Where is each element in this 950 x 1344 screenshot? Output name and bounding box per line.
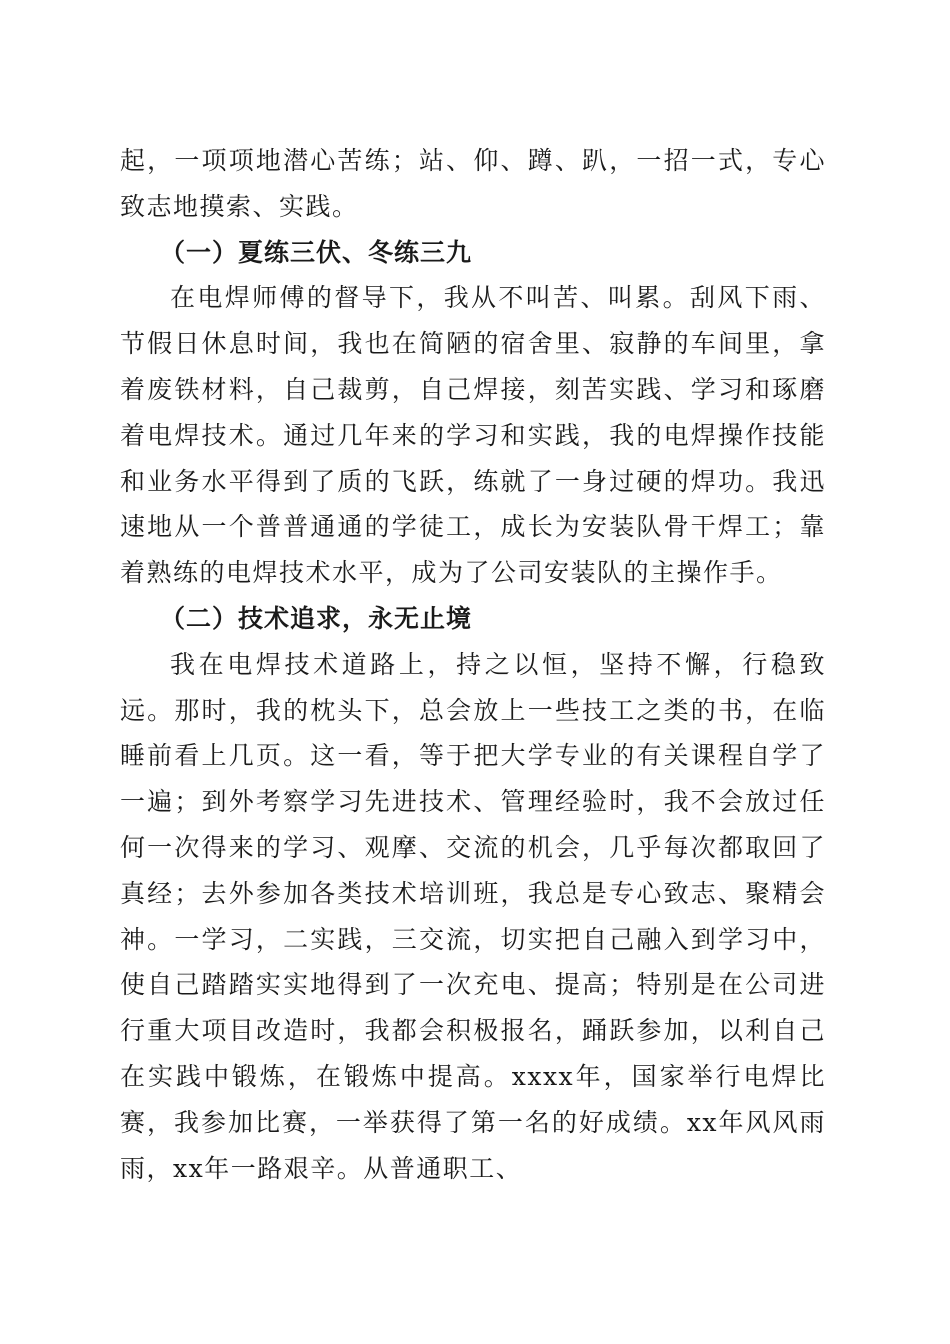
paragraph-continuation: 起，一项项地潜心苦练；站、仰、蹲、趴，一招一式，专心致志地摸索、实践。 — [120, 146, 826, 221]
paragraph-summer-winter-training: 在电焊师傅的督导下，我从不叫苦、叫累。刮风下雨、节假日休息时间，我也在简陋的宿舍里、寂静的车间里，拿着废铁材料，自己裁剪，自己焊接，刻苦实践、学习和琢磨着电焊技术。通过几年来的学习和实践，我的电焊操作技能和业务水平得到了质的飞跃，练就了一身过硬的焊功。我迅速地从一个普普通通的学徒工，成长为安装队骨干焊工；靠着熟练的电焊技术水平，成为了公司安装队的主操作手。 — [120, 283, 826, 588]
section-heading-1: （一）夏练三伏、冬练三九 — [160, 237, 473, 267]
document-body — [120, 138, 826, 1191]
paragraph-technical-pursuit: 我在电焊技术道路上，持之以恒，坚持不懈，行稳致远。那时，我的枕头下，总会放上一些技工之类的书，在临睡前看上几页。这一看，等于把大学专业的有关课程自学了一遍；到外考察学习先进技术、管理经验时，我不会放过任何一次得来的学习、观摩、交流的机会，几乎每次都取回了真经；去外参加各类技术培训班，我总是专心致志、聚精会神。一学习，二实践，三交流，切实把自己融入到学习中，使自己踏踏实实地得到了一次充电、提高；特别是在公司进行重大项目改造时，我都会积极报名，踊跃参加，以利自己在实践中锻炼，在锻炼中提高。xxxx年，国家举行电焊比赛，我参加比赛，一举获得了第一名的好成绩。xx年风风雨雨，xx年一路艰辛。从普通职工、 — [120, 649, 826, 1183]
section-heading-2: （二）技术追求，永无止境 — [160, 603, 473, 633]
